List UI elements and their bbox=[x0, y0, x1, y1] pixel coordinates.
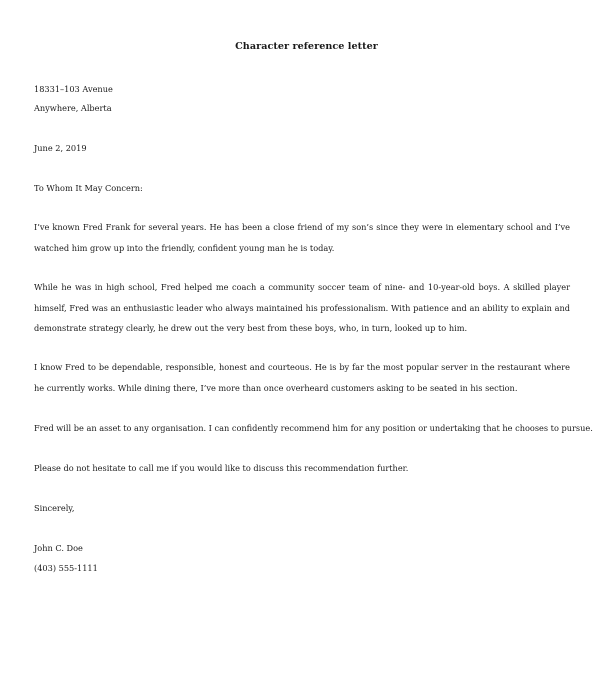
body-paragraph-5: Please do not hesitate to call me if you would like to discuss this recommendation further. bbox=[34, 463, 409, 473]
salutation: To Whom It May Concern: bbox=[34, 183, 143, 193]
closing: Sincerely, bbox=[34, 503, 75, 513]
body-paragraph-2: While he was in high school, Fred helped me coach a community soccer team of nine- and 10-year-old boys. A skilled player himself, Fred was an enthusiastic leader who always maintained his professionalism. With patience and an ability to explain and demonstrate strategy clearly, he drew out the very best from these boys, who, in turn, looked up to him. bbox=[34, 282, 570, 333]
address-line-2: Anywhere, Alberta bbox=[34, 103, 112, 113]
letter-date: June 2, 2019 bbox=[34, 143, 87, 153]
body-paragraph-4: Fred will be an asset to any organisation. I can confidently recommend him for any position or undertaking that he chooses to pursue. bbox=[34, 423, 593, 433]
signer-name: John C. Doe bbox=[34, 543, 83, 553]
letter-title: Character reference letter bbox=[235, 41, 378, 52]
address-line-1: 18331–103 Avenue bbox=[34, 84, 113, 94]
body-paragraph-1: I’ve known Fred Frank for several years. He has been a close friend of my son’s since they were in elementary school and I’ve watched him grow up into the friendly, confident young man he is today. bbox=[34, 222, 570, 253]
body-paragraph-3: I know Fred to be dependable, responsible, honest and courteous. He is by far the most popular server in the restaurant where he currently works. While dining there, I’ve more than once overheard customers asking to be seated in his section. bbox=[34, 362, 570, 393]
signer-phone: (403) 555-1111 bbox=[34, 563, 98, 573]
